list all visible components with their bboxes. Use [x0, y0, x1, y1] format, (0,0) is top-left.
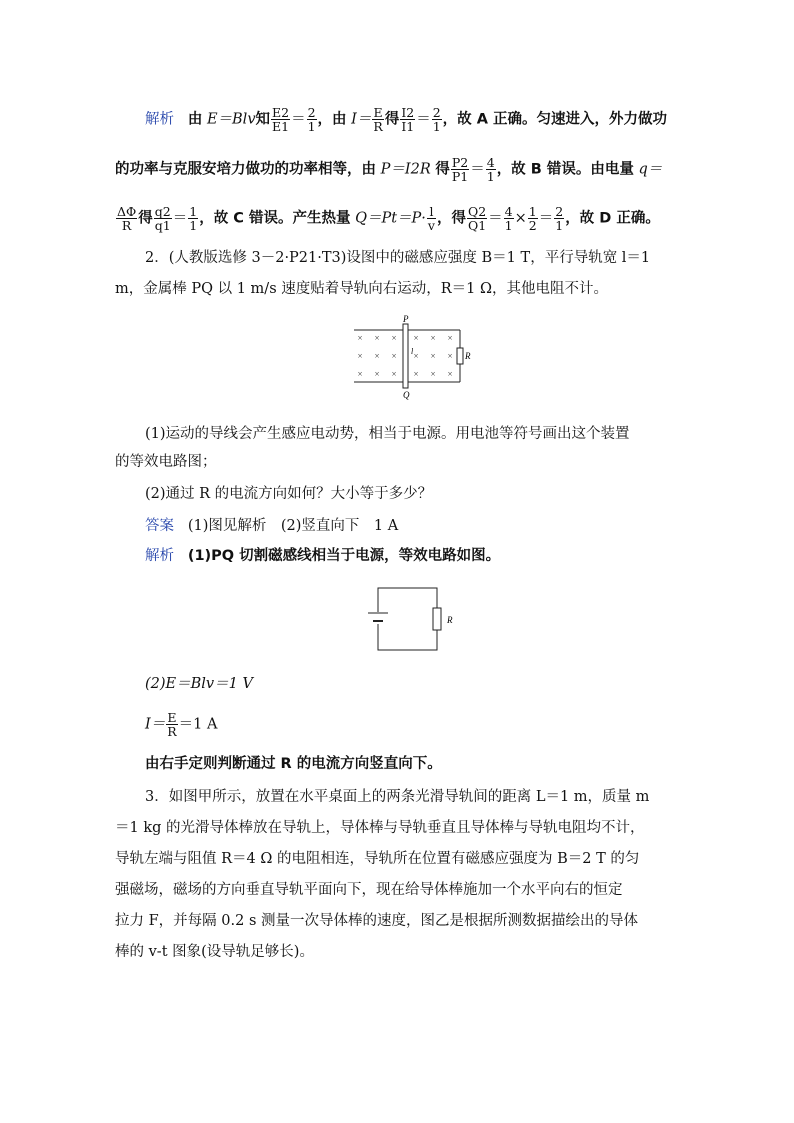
svg-text:×: × — [447, 351, 453, 361]
answer-label: 答案 — [145, 518, 174, 534]
fraction: $\frac{1}{2}$ — [528, 204, 537, 233]
svg-text:×: × — [413, 333, 419, 343]
svg-text:×: × — [430, 351, 436, 361]
label-p: P — [403, 314, 409, 324]
fraction: $\frac{4}{1}$ — [504, 204, 513, 233]
eq-line-1: (2)E＝Blv＝1 V — [145, 676, 253, 692]
svg-text:×: × — [391, 333, 397, 343]
fraction: $\frac{E2}{E1}$ — [272, 105, 290, 134]
svg-text:×: × — [447, 333, 453, 343]
analysis-line-3: $\frac{\Delta\Phi}{R}$ 得 $\frac{q2}{q1}$ ＝ $\frac{1}{1}$ ，故 C 错误。产生热量 Q＝Pt＝P· $\frac{l}{v}$ ，得 $\frac{Q2}{Q1}$ ＝ $\frac{4}{1}$ × $\frac{1}{2}$ ＝ $\frac{2}{1}$ ，故 D 正确。 — [117, 204, 660, 233]
svg-text:×: × — [357, 351, 363, 361]
svg-text:×: × — [413, 351, 419, 361]
conclusion: 由右手定则判断通过 R 的电流方向竖直向下。 — [145, 756, 442, 772]
svg-text:×: × — [357, 333, 363, 343]
svg-text:×: × — [391, 351, 397, 361]
analysis-line-q2: 解析 (1)PQ 切割磁感线相当于电源，等效电路如图。 — [145, 548, 501, 564]
fraction: $\frac{Q2}{Q1}$ — [467, 204, 487, 233]
resistor-r — [433, 608, 441, 630]
eq-line-2: I＝ $\frac{E}{R}$ ＝1 A — [145, 710, 218, 739]
q2-sub1-line-2: 的等效电路图； — [115, 454, 217, 470]
q3-line-6: 棒的 v-t 图象(设导轨足够长)。 — [115, 944, 314, 960]
fraction: $\frac{q2}{q1}$ — [154, 204, 171, 233]
q2-line-1: 2．(人教版选修 3－2·P21·T3)设图中的磁感应强度 B＝1 T，平行导轨宽 l＝1 — [145, 250, 651, 266]
svg-text:×: × — [430, 369, 436, 379]
equivalent-circuit — [360, 584, 470, 654]
q3-line-3: 导轨左端与阻值 R＝4 Ω 的电阻相连，导轨所在位置有磁感应强度为 B＝2 T 的匀 — [115, 851, 640, 867]
label-r: R — [465, 351, 471, 361]
label-r: R — [447, 615, 453, 625]
analysis-line-1: 解析 由 E＝Blv知 $\frac{E2}{E1}$ ＝ $\frac{2}{1}$ ，由 I＝ $\frac{E}{R}$ 得 $\frac{I2}{I1}$ ＝ $\frac{2}{1}$ ，故 A 正确。匀速进入，外力做功 — [145, 105, 667, 134]
fraction: $\frac{l}{v}$ — [427, 204, 435, 233]
circuit-wire — [378, 624, 437, 650]
rail-figure — [340, 314, 480, 404]
answer-line: 答案 (1)图见解析 (2)竖直向下 1 A — [145, 518, 399, 534]
analysis-label: 解析 — [145, 548, 174, 564]
fraction: $\frac{2}{1}$ — [555, 204, 564, 233]
circuit-wire — [378, 588, 437, 612]
label-l: l — [411, 347, 414, 356]
resistor-r — [457, 348, 463, 364]
fraction: $\frac{P2}{P1}$ — [451, 155, 469, 184]
q3-line-5: 拉力 F，并每隔 0.2 s 测量一次导体棒的速度，图乙是根据所测数据描绘出的导体 — [115, 913, 638, 929]
fraction: $\frac{\Delta\Phi}{R}$ — [117, 204, 137, 233]
svg-text:×: × — [430, 333, 436, 343]
analysis-label: 解析 — [145, 111, 174, 128]
q2-sub2: (2)通过 R 的电流方向如何？大小等于多少？ — [145, 486, 433, 502]
fraction: $\frac{E}{R}$ — [167, 710, 177, 739]
fraction: $\frac{2}{1}$ — [307, 105, 316, 134]
svg-text:×: × — [374, 333, 380, 343]
svg-text:×: × — [374, 351, 380, 361]
label-q: Q — [403, 390, 410, 400]
svg-text:×: × — [374, 369, 380, 379]
fraction: $\frac{2}{1}$ — [432, 105, 441, 134]
svg-text:×: × — [413, 369, 419, 379]
q2-line-2: m，金属棒 PQ 以 1 m/s 速度贴着导轨向右运动，R＝1 Ω，其他电阻不计。 — [115, 281, 609, 297]
svg-text:×: × — [391, 369, 397, 379]
svg-text:×: × — [357, 369, 363, 379]
q3-line-4: 强磁场，磁场的方向垂直导轨平面向下，现在给导体棒施加一个水平向右的恒定 — [115, 882, 623, 898]
fraction: $\frac{I2}{I1}$ — [401, 105, 415, 134]
fraction: $\frac{E}{R}$ — [373, 105, 383, 134]
q3-line-1: 3．如图甲所示，放置在水平桌面上的两条光滑导轨间的距离 L＝1 m，质量 m — [145, 789, 650, 805]
q2-sub1-line-1: (1)运动的导线会产生感应电动势，相当于电源。用电池等符号画出这个装置 — [145, 426, 630, 442]
metal-rod-pq — [403, 324, 408, 388]
fraction: $\frac{1}{1}$ — [189, 204, 198, 233]
q3-line-2: ＝1 kg 的光滑导体棒放在导轨上，导体棒与导轨垂直且导体棒与导轨电阻均不计， — [115, 820, 645, 836]
svg-text:×: × — [447, 369, 453, 379]
fraction: $\frac{4}{1}$ — [486, 155, 495, 184]
analysis-line-2: 的功率与克服安培力做功的功率相等，由 P＝I2R 得 $\frac{P2}{P1}$ ＝ $\frac{4}{1}$ ，故 B 错误。由电量 q＝ — [115, 155, 663, 184]
